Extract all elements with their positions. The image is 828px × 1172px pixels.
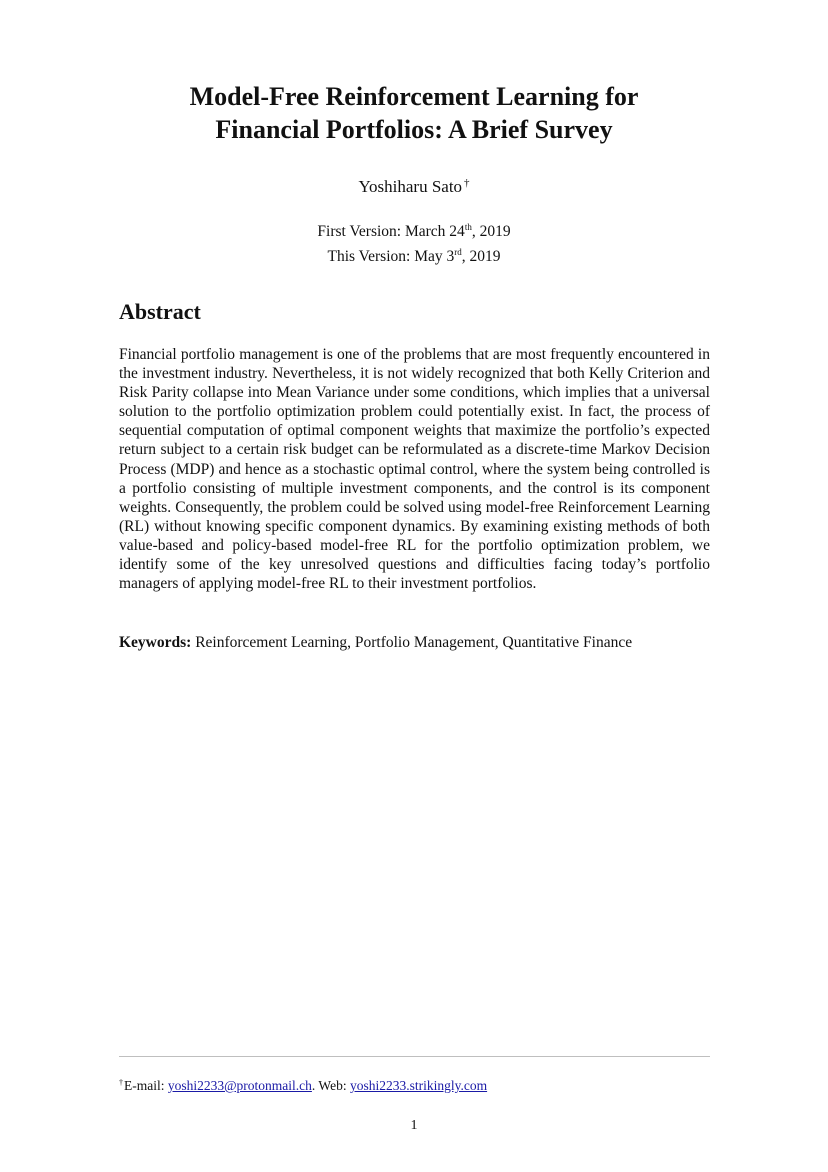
- keywords-text: Reinforcement Learning, Portfolio Management, Quantitative Finance: [191, 634, 633, 651]
- title-line-1: Model-Free Reinforcement Learning for: [189, 82, 639, 111]
- this-version-ordinal: rd: [454, 247, 462, 257]
- this-version-text: This Version: May 3: [327, 248, 455, 265]
- first-version-line: [0, 217, 828, 242]
- author-name: Yoshiharu Sato: [358, 177, 463, 196]
- first-version-year: , 2019: [471, 223, 511, 240]
- keywords-label: Keywords:: [119, 634, 192, 651]
- footnote: [119, 1074, 487, 1095]
- abstract-heading: Abstract: [119, 299, 201, 324]
- this-version-line: [0, 242, 828, 267]
- footnote-email-label: E-mail:: [124, 1078, 168, 1093]
- footnote-divider: [119, 1056, 710, 1057]
- first-version-text: First Version: March 24: [317, 223, 465, 240]
- first-version-ordinal: th: [464, 222, 472, 232]
- title-line-2: Financial Portfolios: A Brief Survey: [215, 115, 613, 144]
- abstract-body: Financial portfolio management is one of the problems that are most frequently encountered in the investment industry. Nevertheless, it is not widely recognized that both Kelly Criterion and Risk Parity collapse into Mean Variance under some conditions, which implies that a universal solution to the portfolio optimization problem could potentially exist. In fact, the process of sequential computation of optimal component weights that maximize the portfolio’s expected return subject to a certain risk budget can be reformulated as a discrete-time Markov Decision Process (MDP) and hence as a stochastic optimal control, where the system being controlled is a portfolio consisting of multiple investment components, and the control is its component weights. Consequently, the problem could be solved using model-free Reinforcement Learning (RL) without knowing specific component dynamics. By examining existing methods of both value-based and policy-based model-free RL for the portfolio optimization problem, we identify some of the key unresolved questions and difficulties facing today’s portfolio managers of applying model-free RL to their investment portfolios.: [119, 346, 710, 593]
- paper-title: [0, 80, 828, 146]
- this-version-year: , 2019: [461, 248, 501, 265]
- footnote-web-label: . Web:: [311, 1078, 350, 1093]
- keywords-line: [119, 633, 710, 652]
- website-link[interactable]: yoshi2233.strikingly.com: [349, 1078, 488, 1093]
- email-link[interactable]: yoshi2233@protonmail.ch: [167, 1078, 312, 1093]
- version-dates: [0, 217, 828, 267]
- page-number: 1: [410, 1118, 418, 1133]
- author-footnote-mark: †: [464, 177, 470, 189]
- footnote-mark: †: [119, 1078, 123, 1087]
- author-line: [0, 172, 828, 198]
